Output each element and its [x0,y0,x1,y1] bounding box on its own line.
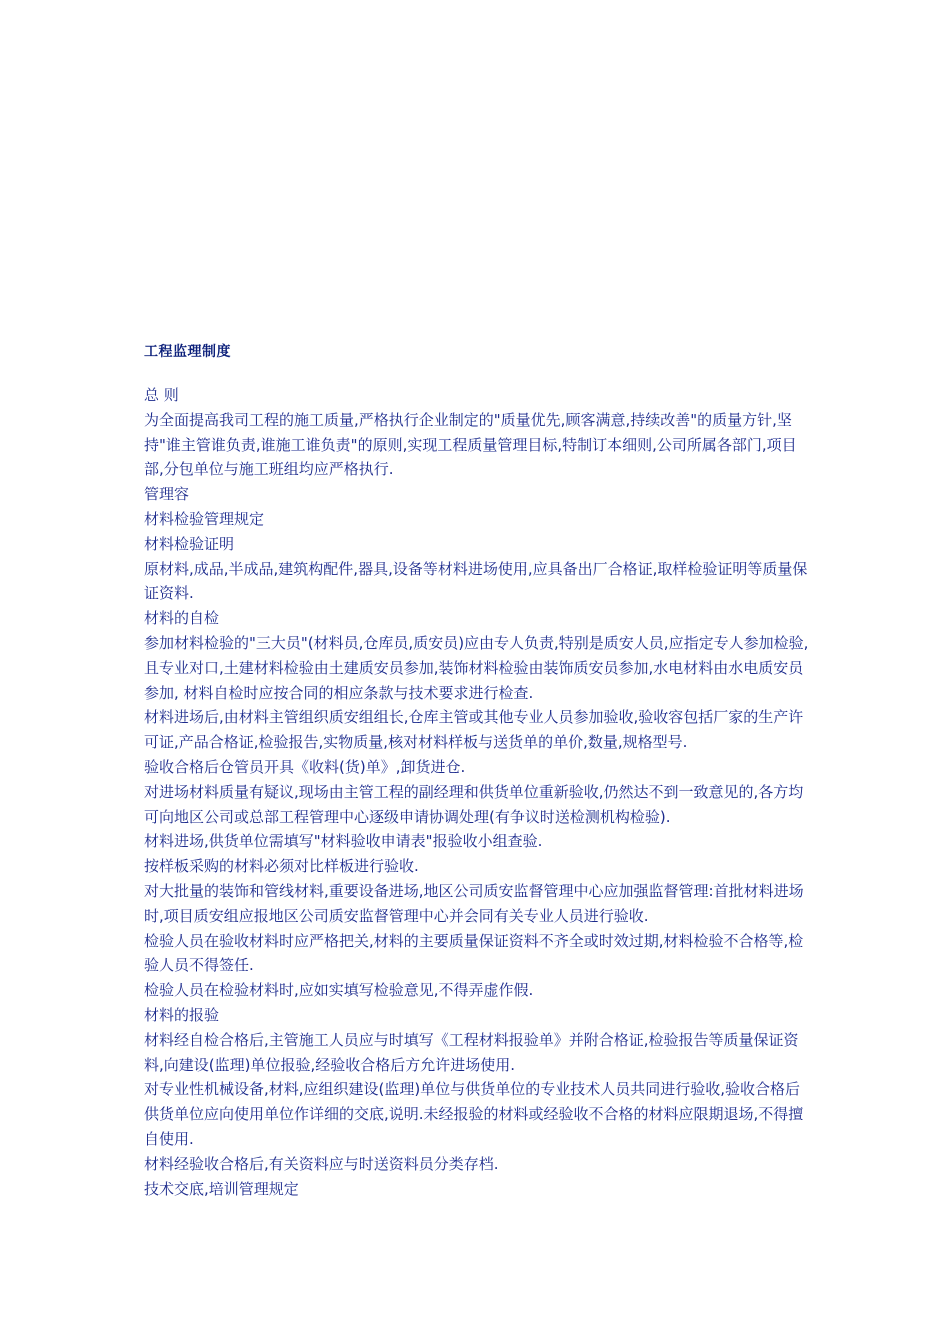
paragraph-three-staff: 参加材料检验的"三大员"(材料员,仓库员,质安员)应由专人负责,特别是质安人员,应指定专人参加检验,且专业对口,土建材料检验由土建质安员参加,装饰材料检验由装饰质安员参加,水电材料由水电质安员参加, 材料自检时应按合同的相应条款与技术要求进行检查. [144,633,809,702]
paragraph-honest-record: 检验人员在检验材料时,应如实填写检验意见,不得弄虚作假. [144,981,534,1000]
section-heading-management: 管理容 [144,485,190,504]
subheading-self-inspection: 材料的自检 [144,609,220,628]
paragraph-sample-comparison: 按样板采购的材料必须对比样板进行验收. [144,857,419,876]
document-body [144,383,812,1201]
paragraph-dispute: 对进场材料质量有疑议,现场由主管工程的副经理和供货单位重新验收,仍然达不到一致意见的,各方均可向地区公司或总部工程管理中心逐级申请协调处理(有争议时送检测机构检验). [144,782,804,826]
section-heading-general: 总 则 [144,386,179,404]
paragraph-certificate: 原材料,成品,半成品,建筑构配件,器具,设备等材料进场使用,应具备出厂合格证,取样检验证明等质量保证资料. [144,559,808,603]
paragraph-material-entry: 材料进场后,由材料主管组织质安组组长,仓库主管或其他专业人员参加验收,验收容包括厂家的生产许可证,产品合格证,检验报告,实物质量,核对材料样板与送货单的单价,数量,规格型号. [144,708,804,752]
paragraph-strict-check: 检验人员在验收材料时应严格把关,材料的主要质量保证资料不齐全或时效过期,材料检验不合格等,检验人员不得签任. [144,931,804,975]
paragraph-purpose: 为全面提高我司工程的施工质量,严格执行企业制定的"质量优先,顾客满意,持续改善"的质量方针,坚持"谁主管谁负责,谁施工谁负责"的原则,实现工程质量管理目标,特制订本细则,公司所属各部门,项目部,分包单位与施工班组均应严格执行. [144,410,797,479]
paragraph-archive: 材料经验收合格后,有关资料应与时送资料员分类存档. [144,1154,499,1173]
subheading-inspection-certificate: 材料检验证明 [144,534,235,553]
subheading-material-report: 材料的报验 [144,1005,220,1024]
section-heading-material-inspection: 材料检验管理规定 [144,509,265,528]
section-heading-technical-training: 技术交底,培训管理规定 [144,1179,299,1198]
paragraph-application-form: 材料进场,供货单位需填写"材料验收申请表"报验收小组查验. [144,832,543,851]
paragraph-special-equipment: 对专业性机械设备,材料,应组织建设(监理)单位与供货单位的专业技术人员共同进行验收,验收合格后供货单位应向使用单位作详细的交底,说明.未经报验的材料或经验收不合格的材料应限期退场,不得擅自使用. [144,1080,804,1148]
document-title: 工程监理制度 [144,344,231,360]
paragraph-receipt: 验收合格后仓管员开具《收料(货)单》,卸货进仓. [144,757,466,776]
paragraph-bulk-materials: 对大批量的装饰和管线材料,重要设备进场,地区公司质安监督管理中心应加强监督管理:首批材料进场时,项目质安组应报地区公司质安监督管理中心并会同有关专业人员进行验收. [144,881,804,925]
paragraph-report-form: 材料经自检合格后,主管施工人员应与时填写《工程材料报验单》并附合格证,检验报告等质量保证资料,向建设(监理)单位报验,经验收合格后方允许进场使用. [144,1030,799,1074]
